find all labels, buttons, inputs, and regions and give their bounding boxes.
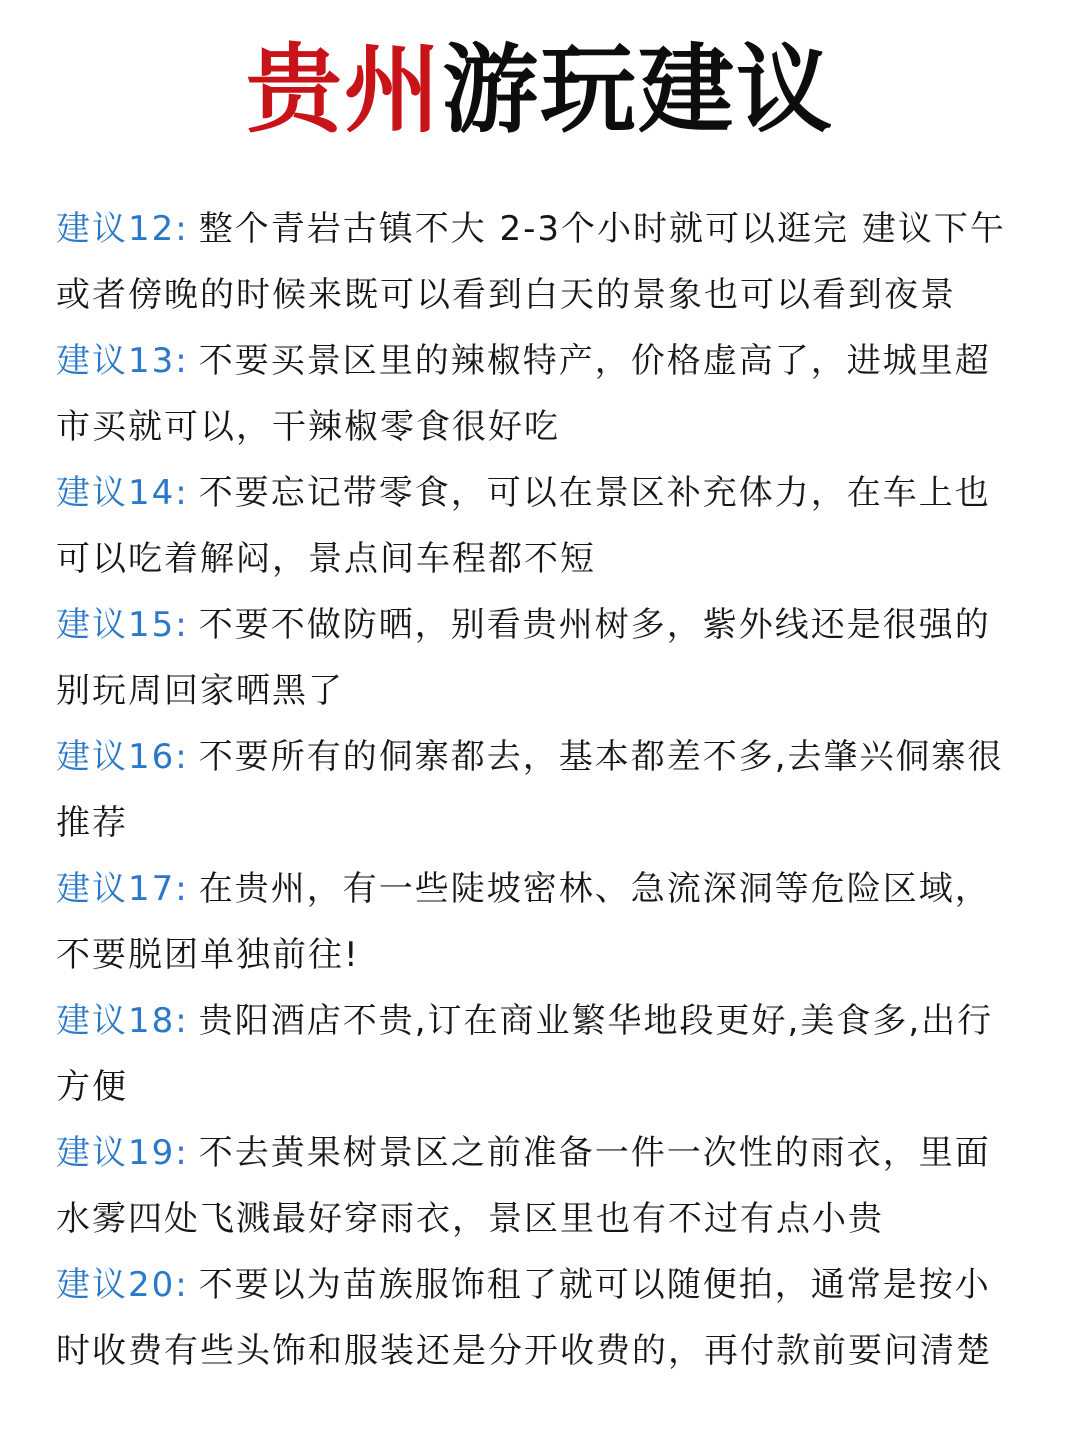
page-title xyxy=(0,34,1080,146)
tip-text: 不要不做防晒，别看贵州树多，紫外线还是很强的别玩周回家晒黑了 xyxy=(56,605,991,711)
tip-text: 整个青岩古镇不大 2-3个小时就可以逛完 建议下午或者傍晚的时候来既可以看到白天的景象也可以看到夜景 xyxy=(56,209,1006,315)
tip-text: 在贵州，有一些陡坡密林、急流深洞等危险区域，不要脱团单独前往! xyxy=(56,869,991,975)
tip-label: 建议12: xyxy=(56,209,189,249)
tip-text: 不要忘记带零食，可以在景区补充体力，在车上也可以吃着解闷，景点间车程都不短 xyxy=(56,473,991,579)
tip-text: 不要所有的侗寨都去，基本都差不多,去肇兴侗寨很推荐 xyxy=(56,737,1004,843)
tip-label: 建议20: xyxy=(56,1265,189,1305)
tip-item xyxy=(56,1120,1024,1252)
tip-item xyxy=(56,460,1024,592)
tip-item xyxy=(56,988,1024,1120)
tip-text: 不要买景区里的辣椒特产，价格虚高了，进城里超市买就可以，干辣椒零食很好吃 xyxy=(56,341,991,447)
tip-label: 建议17: xyxy=(56,869,189,909)
tip-label: 建议19: xyxy=(56,1133,189,1173)
tip-text: 不要以为苗族服饰租了就可以随便拍，通常是按小时收费有些头饰和服装还是分开收费的，再付款前要问清楚 xyxy=(56,1265,992,1371)
tip-item xyxy=(56,592,1024,724)
tip-text: 不去黄果树景区之前准备一件一次性的雨衣，里面水雾四处飞溅最好穿雨衣，景区里也有不过有点小贵 xyxy=(56,1133,991,1239)
tip-label: 建议16: xyxy=(56,737,189,777)
tip-label: 建议14: xyxy=(56,473,189,513)
title-rest: 游玩建议 xyxy=(442,34,834,146)
tip-item xyxy=(56,1252,1024,1384)
tip-label: 建议15: xyxy=(56,605,189,645)
tips-list xyxy=(56,196,1024,1384)
tip-item xyxy=(56,196,1024,328)
tip-item xyxy=(56,856,1024,988)
tip-item xyxy=(56,724,1024,856)
title-highlight: 贵州 xyxy=(246,34,442,146)
tip-item xyxy=(56,328,1024,460)
tip-text: 贵阳酒店不贵,订在商业繁华地段更好,美食多,出行方便 xyxy=(56,1001,994,1107)
tip-label: 建议18: xyxy=(56,1001,189,1041)
tip-label: 建议13: xyxy=(56,341,189,381)
